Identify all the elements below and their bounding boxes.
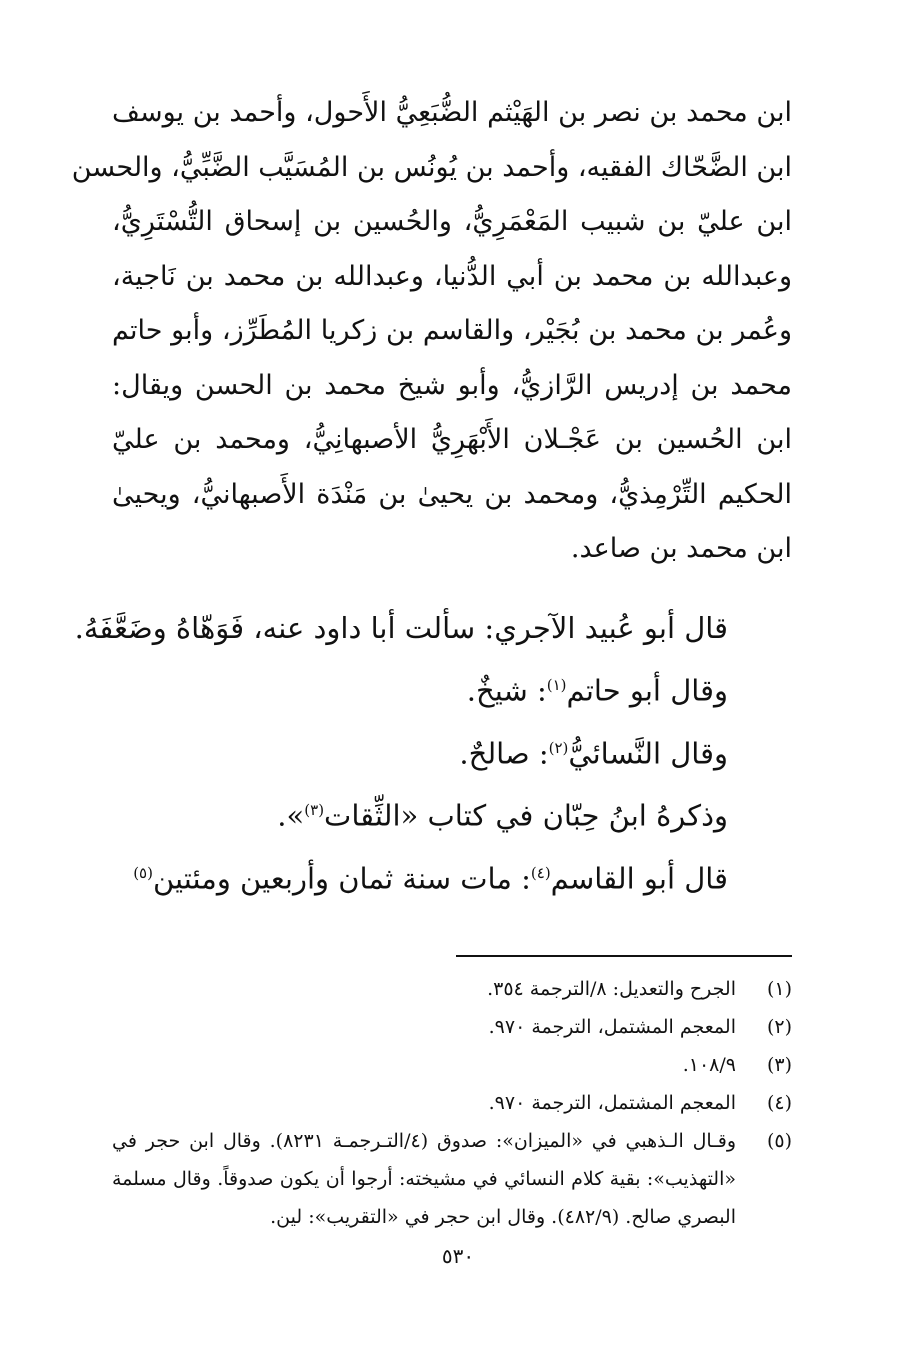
quote-text: وقال النَّسائيُّ [568,736,728,771]
quote-rest: ». [277,798,305,833]
main-paragraph [71,86,792,577]
page-number: ٥٣٠ [441,1244,475,1268]
footnote-text [112,1046,736,1084]
quote-text: وذكرهُ ابنُ حِبّان في كتاب «الثِّقات [324,798,728,833]
quote-line [108,657,728,720]
footnote-line: المعجم المشتمل، الترجمة ٩٧٠. [488,1092,736,1114]
footnote-separator [456,955,792,957]
paragraph-line: الحكيم التِّرْمِذيُّ، ومحمد بن يحيىٰ بن مَنْدَة الأَصبهانيُّ، ويحيىٰ [112,478,792,510]
quote-rest: : مات سنة ثمان وأربعين ومئتين [152,861,531,896]
footnote-item [112,1084,792,1122]
footnote-item [112,1046,792,1084]
footnote-ref: (٤) [530,863,551,882]
paragraph-line: وعبدالله بن محمد بن أبي الدُّنيا، وعبدالله بن محمد بن نَاجية، [112,260,792,292]
footnote-number: (٣) [766,1054,792,1076]
footnote-ref: (٥) [133,863,153,882]
quote-text: قال أبو عُبيد الآجري: سألت أبا داود عنه، فَوَهّاهُ وضَعَّفَهُ. [74,611,728,645]
footnote-line: المعجم المشتمل، الترجمة ٩٧٠. [488,1016,736,1038]
paragraph-line: ابن الضَّحّاك الفقيه، وأحمد بن يُونُس بن المُسَيَّب الضَّبِّيُّ، والحسن [71,151,792,183]
footnote-number: (٤) [766,1092,792,1114]
paragraph-line: ابن الحُسين بن عَجْـلان الأَبْهَرِيُّ الأصبهانِيُّ، ومحمد بن عليّ [112,424,792,455]
quote-line [108,782,728,845]
footnote-ref: (١) [546,676,567,694]
footnote-line: البصري صالح. (٤٨٢/٩). وقال ابن حجر في «التقريب»: لين. [270,1206,736,1228]
footnote-line: وقـال الـذهبي في «الميزان»: صدوق (٤/التـرجمـة ٨٢٣١). وقال ابن حجر في [112,1130,737,1152]
quote-rest: : صالحٌ. [459,736,549,771]
footnote-number: (١) [766,978,792,1000]
footnote-line: «التهذيب»: بقية كلام النسائي في مشيخته: أرجوا أن يكون صدوقاً. وقال مسلمة [112,1168,736,1190]
paragraph-line: ابن محمد بن نصر بن الهَيْثم الضُّبَعِيُّ الأَحول، وأحمد بن يوسف [112,97,792,128]
quotations-block [74,600,728,908]
quote-rest: : شيخٌ. [466,673,547,708]
quote-text: قال أبو القاسم [550,861,728,896]
footnote-item [112,970,792,1008]
footnote-text [112,1122,736,1236]
footnote-item [112,1008,792,1046]
quote-line [74,600,728,657]
footnote-number: (٥) [766,1130,792,1152]
footnote-ref: (٣) [304,801,325,820]
footnotes [112,970,792,1236]
quote-line [108,845,728,908]
footnote-text [112,1084,736,1122]
footnote-number: (٢) [766,1016,792,1038]
quote-text: وقال أبو حاتم [566,673,728,708]
paragraph-line: محمد بن إدريس الرَّازيُّ، وأبو شيخ محمد بن الحسن ويقال: [112,369,792,401]
footnote-line: ١٠٨/٩. [682,1054,736,1076]
paragraph-line: وعُمر بن محمد بن بُجَيْر، والقاسم بن زكريا المُطَرِّز، وأبو حاتم [112,315,792,346]
footnote-text [112,1008,736,1046]
footnote-ref: (٢) [548,738,569,757]
footnote-text [112,970,736,1008]
paragraph-line: ابن عليّ بن شبيب المَعْمَرِيُّ، والحُسين بن إسحاق التُّسْتَرِيُّ، [112,206,792,237]
quote-line [108,720,728,783]
footnote-line: الجرح والتعديل: ٨/الترجمة ٣٥٤. [487,978,736,1000]
paragraph-line: ابن محمد بن صاعد. [570,533,792,564]
footnote-item [112,1122,792,1236]
